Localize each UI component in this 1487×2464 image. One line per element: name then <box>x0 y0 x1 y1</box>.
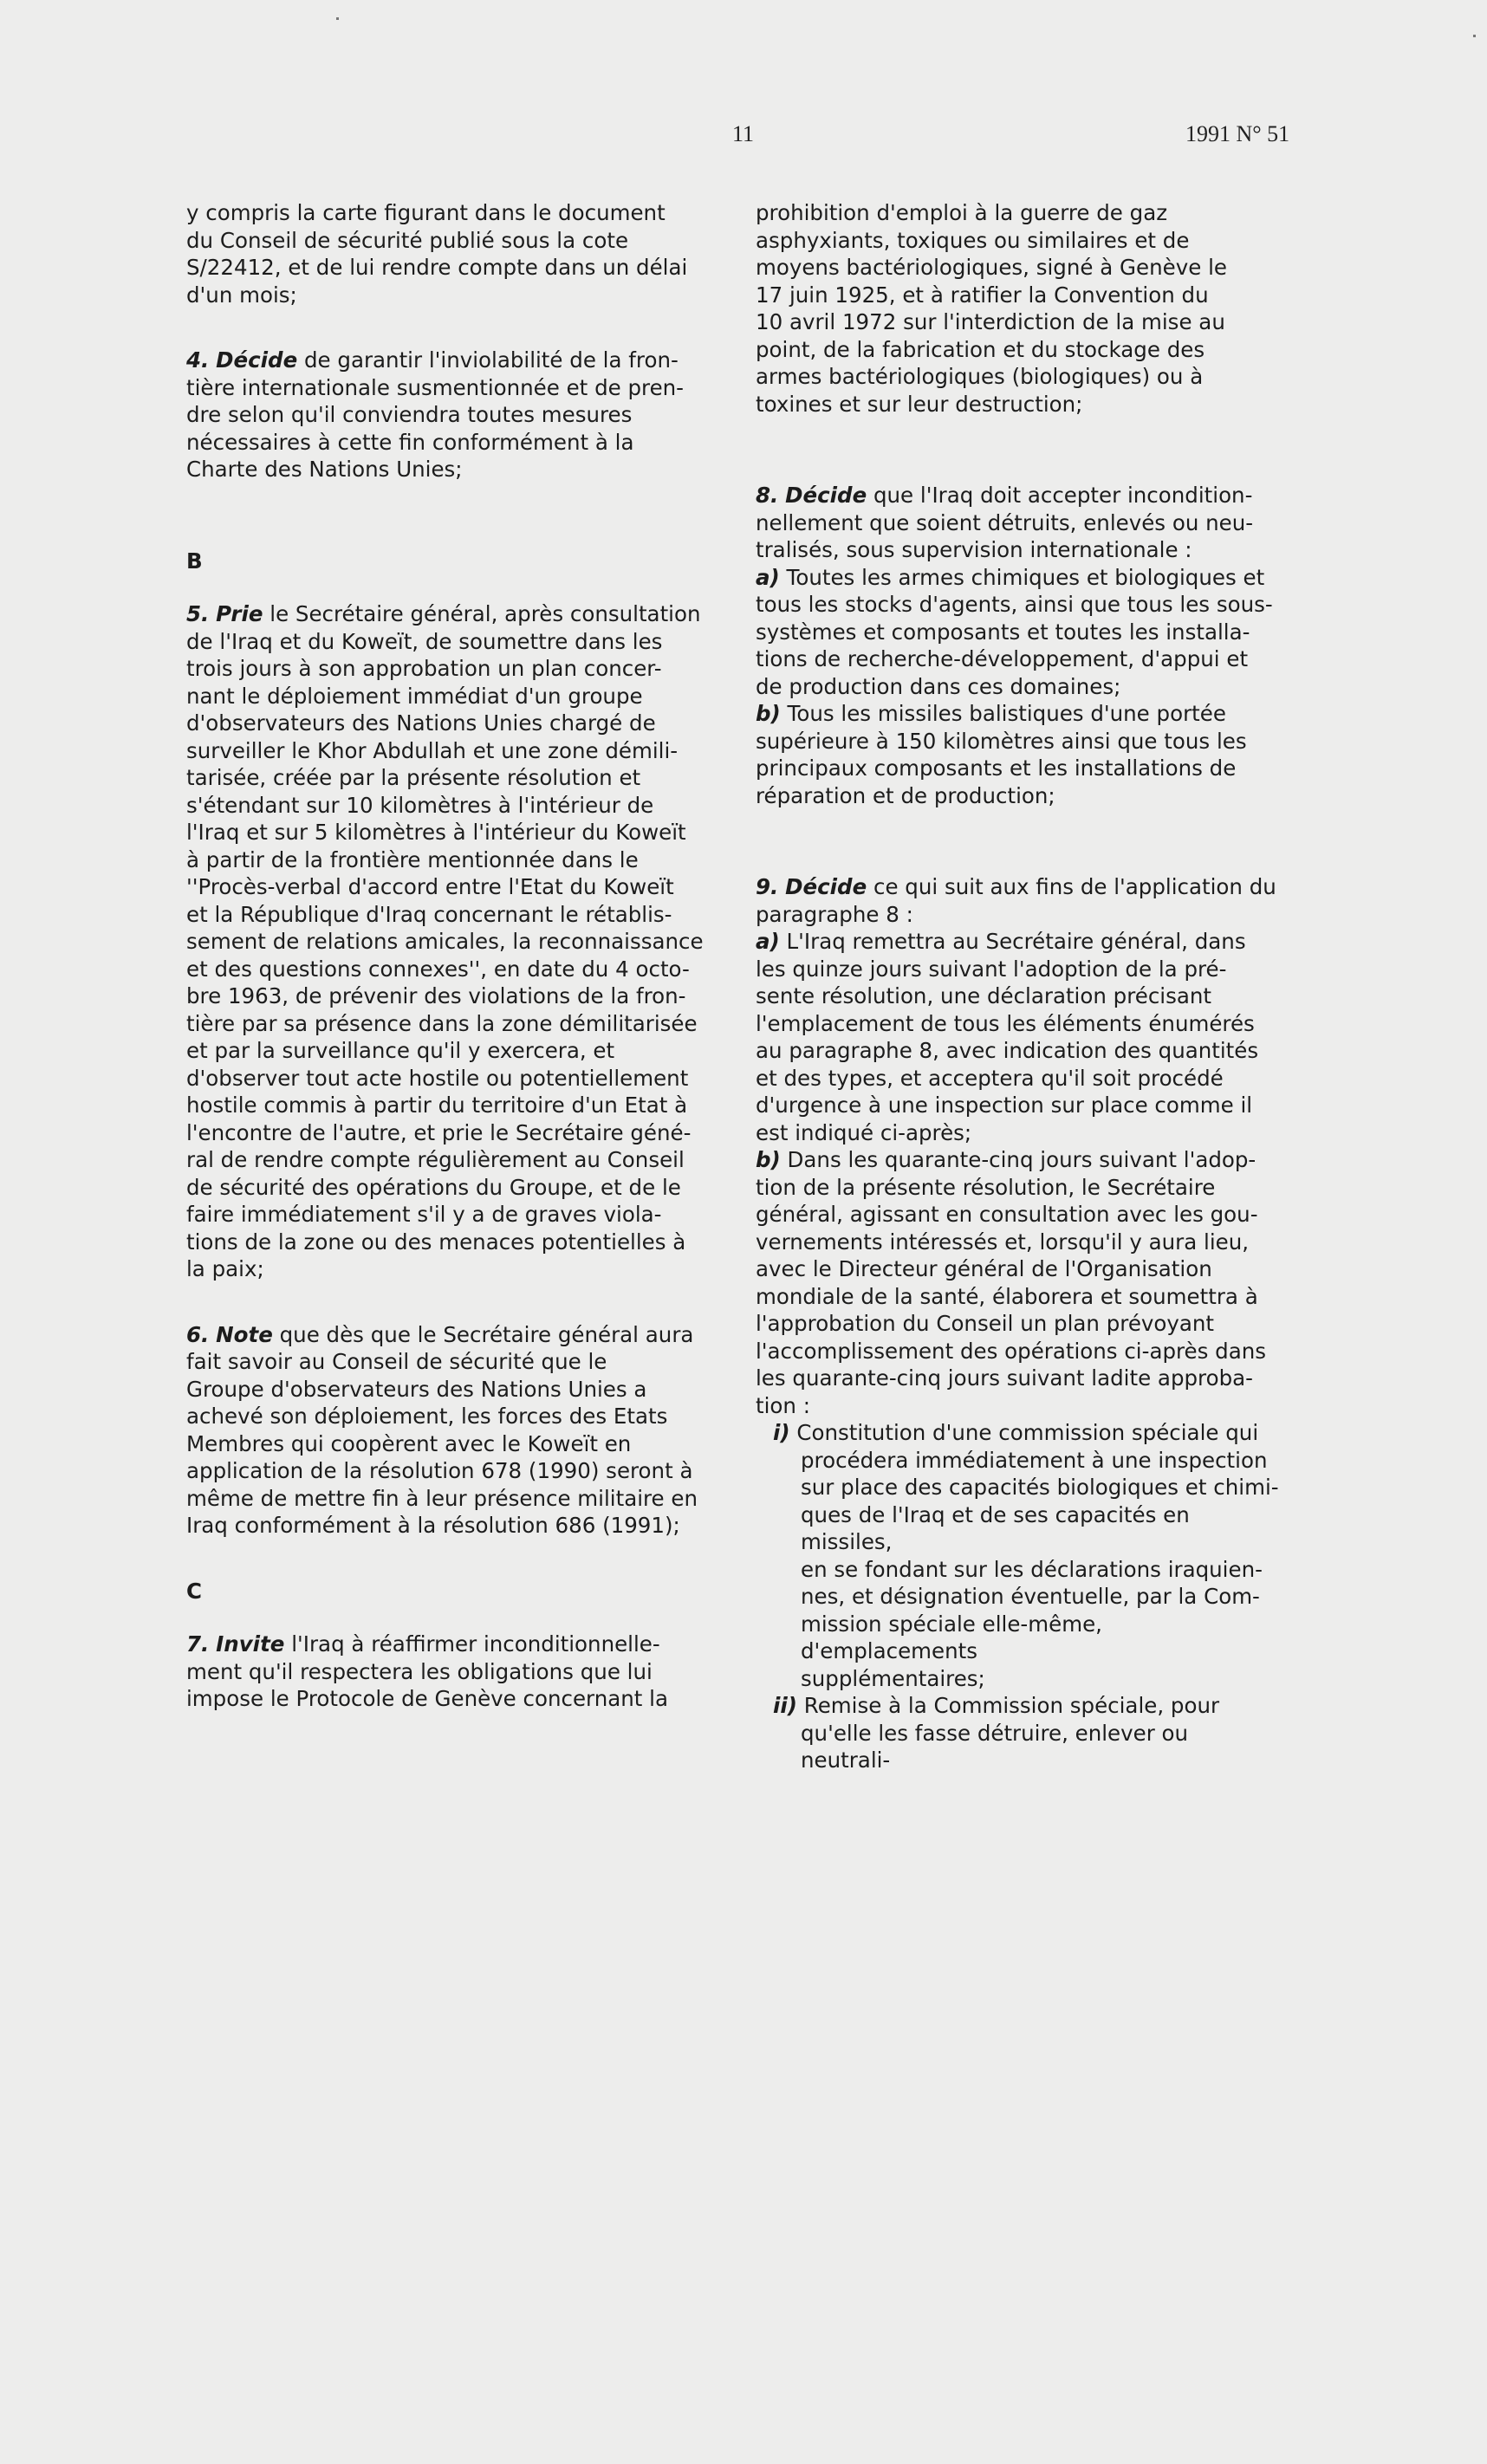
paragraph-7-continuation: prohibition d'emploi à la guerre de gaz asphyxiants, toxiques ou similaires et de moyens bactériologiques, signé à Genève le 17 juin 1925, et à ratifier la Convention du 10 avril 1972 sur l'interdiction de la mise au point, de la fabrication et du stockage des armes bactériologiques (biologiques) ou à toxines et sur leur destruction; <box>756 200 1227 417</box>
item-first-line <box>756 1692 1284 1720</box>
section-heading-b: B <box>186 548 203 574</box>
paragraph-text: que l'Iraq doit accepter incondition- nellement que soient détruits, enlevés ou neu- tralisés, sous supervision internationale : <box>756 483 1254 562</box>
subparagraph-9b <box>756 1146 1284 1419</box>
subparagraph-label: b) <box>756 701 781 726</box>
subparagraph-8a <box>756 564 1284 701</box>
paragraph-number: 9. <box>756 874 779 899</box>
subparagraph-8b <box>756 700 1284 809</box>
item-label: ii) <box>773 1693 797 1718</box>
paragraph-text: l'Iraq à réaffirmer inconditionnelle- ment qu'il respectera les obligations que lui impose le Protocole de Genève concernant la <box>186 1631 668 1711</box>
paragraph-number: 4. <box>186 347 210 373</box>
paragraph-7 <box>186 1631 715 1713</box>
paragraph-5 <box>186 600 715 1283</box>
subparagraph-label: b) <box>756 1147 781 1172</box>
left-column <box>186 199 715 1713</box>
scan-speck <box>1473 35 1476 37</box>
item-label: i) <box>773 1420 790 1445</box>
subparagraph-text: Tous les missiles balistiques d'une portée supérieure à 150 kilomètres ainsi que tous les principaux composants et les installations de réparation et de production; <box>756 701 1247 808</box>
paragraph-number: 5. <box>186 601 210 626</box>
paragraph-9 <box>756 873 1284 928</box>
paragraph-number: 7. <box>186 1631 210 1657</box>
document-reference: 1991 N° 51 <box>1185 121 1290 146</box>
right-column <box>756 199 1284 1774</box>
paragraph-4 <box>186 347 715 483</box>
paragraph-6 <box>186 1321 715 1540</box>
item-continuation: qu'elle les fasse détruire, enlever ou neutrali- <box>801 1720 1189 1773</box>
paragraph-text: ce qui suit aux fins de l'application du paragraphe 8 : <box>756 874 1276 927</box>
operative-verb: Décide <box>785 874 867 899</box>
subparagraph-text: Dans les quarante-cinq jours suivant l'adop- tion de la présente résolution, le Secrétaire général, agissant en consultation avec les gou- vernements intéressés et, lorsqu'il y aura lieu, avec le Directeur général de l'Organisation mondiale de la santé, élaborera et soumettra à l'approbation du Conseil un plan prévoyant l'accomplissement des opérations ci-après dans les quarante-cinq jours suivant ladite approba- tion : <box>756 1147 1267 1418</box>
paragraph-text: que dès que le Secrétaire général aura fait savoir au Conseil de sécurité que le Groupe d'observateurs des Nations Unies a achevé son déploiement, les forces des Etats Membres qui coopèrent avec le Koweït en application de la résolution 678 (1990) seront à même de mettre fin à leur présence militaire en Iraq conformément à la résolution 686 (1991); <box>186 1321 698 1538</box>
subparagraph-text: L'Iraq remettra au Secrétaire général, dans les quinze jours suivant l'adoption de la pré- sente résolution, une déclaration précisant l'emplacement de tous les éléments énumérés au paragraphe 8, avec indication des quantités et des types, et acceptera qu'il soit procédé d'urgence à une inspection sur place comme il est indiqué ci-après; <box>756 929 1259 1145</box>
paragraph-text: le Secrétaire général, après consultation de l'Iraq et du Koweït, de soumettre dans les trois jours à son approbation un plan concer- nant le déploiement immédiat d'un groupe d'observateurs des Nations Unies chargé de surveiller le Khor Abdullah et une zone démili- tarisée, créée par la présente résolution et s'étendant sur 10 kilomètres à l'intérieur de l'Iraq et sur 5 kilomètres à l'intérieur du Koweït à partir de la frontière mentionnée dans le ''Procès-verbal d'accord entre l'Etat du Koweït et la République d'Iraq concernant le rétablis- sement de relations amicales, la reconnaissance et des questions connexes'', en date du 4 octo- bre 1963, de prévenir des violations de la fron- tière par sa présence dans la zone démilitarisée et par la surveillance qu'il y exercera, et d'observer tout acte hostile ou potentiellement hostile commis à partir du territoire d'un Etat à l'encontre de l'autre, et prie le Secrétaire géné- ral de rendre compte régulièrement au Conseil de sécurité des opérations du Groupe, et de le faire immédiatement s'il y a de graves viola- tions de la zone ou des menaces potentielles à la paix; <box>186 601 704 1281</box>
operative-verb: Décide <box>785 483 867 508</box>
item-text: Constitution d'une commission spéciale qui <box>789 1420 1259 1445</box>
paragraph-text: de garantir l'inviolabilité de la fron- tière internationale susmentionnée et de pren- dre selon qu'il conviendra toutes mesures nécessaires à cette fin conformément à la Charte des Nations Unies; <box>186 347 685 482</box>
scan-speck <box>336 17 339 20</box>
subparagraph-9a <box>756 928 1284 1146</box>
item-9b-i <box>756 1419 1284 1692</box>
operative-verb: Prie <box>216 601 263 626</box>
paragraph-continuation: y compris la carte figurant dans le document du Conseil de sécurité publié sous la cote S/22412, et de lui rendre compte dans un délai d'un mois; <box>186 200 688 308</box>
paragraph-number: 6. <box>186 1321 210 1347</box>
section-heading-c: C <box>186 1578 202 1604</box>
operative-verb: Note <box>216 1321 273 1347</box>
item-first-line <box>756 1419 1284 1447</box>
operative-verb: Décide <box>216 347 298 373</box>
operative-verb: Invite <box>216 1631 285 1657</box>
item-continuation: procédera immédiatement à une inspection sur place des capacités biologiques et chimi- ques de l'Iraq et de ses capacités en missiles, en se fondant sur les déclarations iraquien- nes, et désignation éventuelle, par la Com- mission spéciale elle-même, d'emplacements supplémentaires; <box>801 1447 1279 1691</box>
subparagraph-label: a) <box>756 929 780 954</box>
paragraph-number: 8. <box>756 483 779 508</box>
subparagraph-label: a) <box>756 564 780 590</box>
subparagraph-text: Toutes les armes chimiques et biologiques et tous les stocks d'agents, ainsi que tous les sous- systèmes et composants et toutes les installa- tions de recherche-développement, d'appui et de production dans ces domaines; <box>756 564 1273 699</box>
paragraph-8 <box>756 482 1284 564</box>
item-text: Remise à la Commission spéciale, pour <box>797 1693 1220 1718</box>
page-number: 11 <box>732 121 755 146</box>
item-9b-ii <box>756 1692 1284 1774</box>
